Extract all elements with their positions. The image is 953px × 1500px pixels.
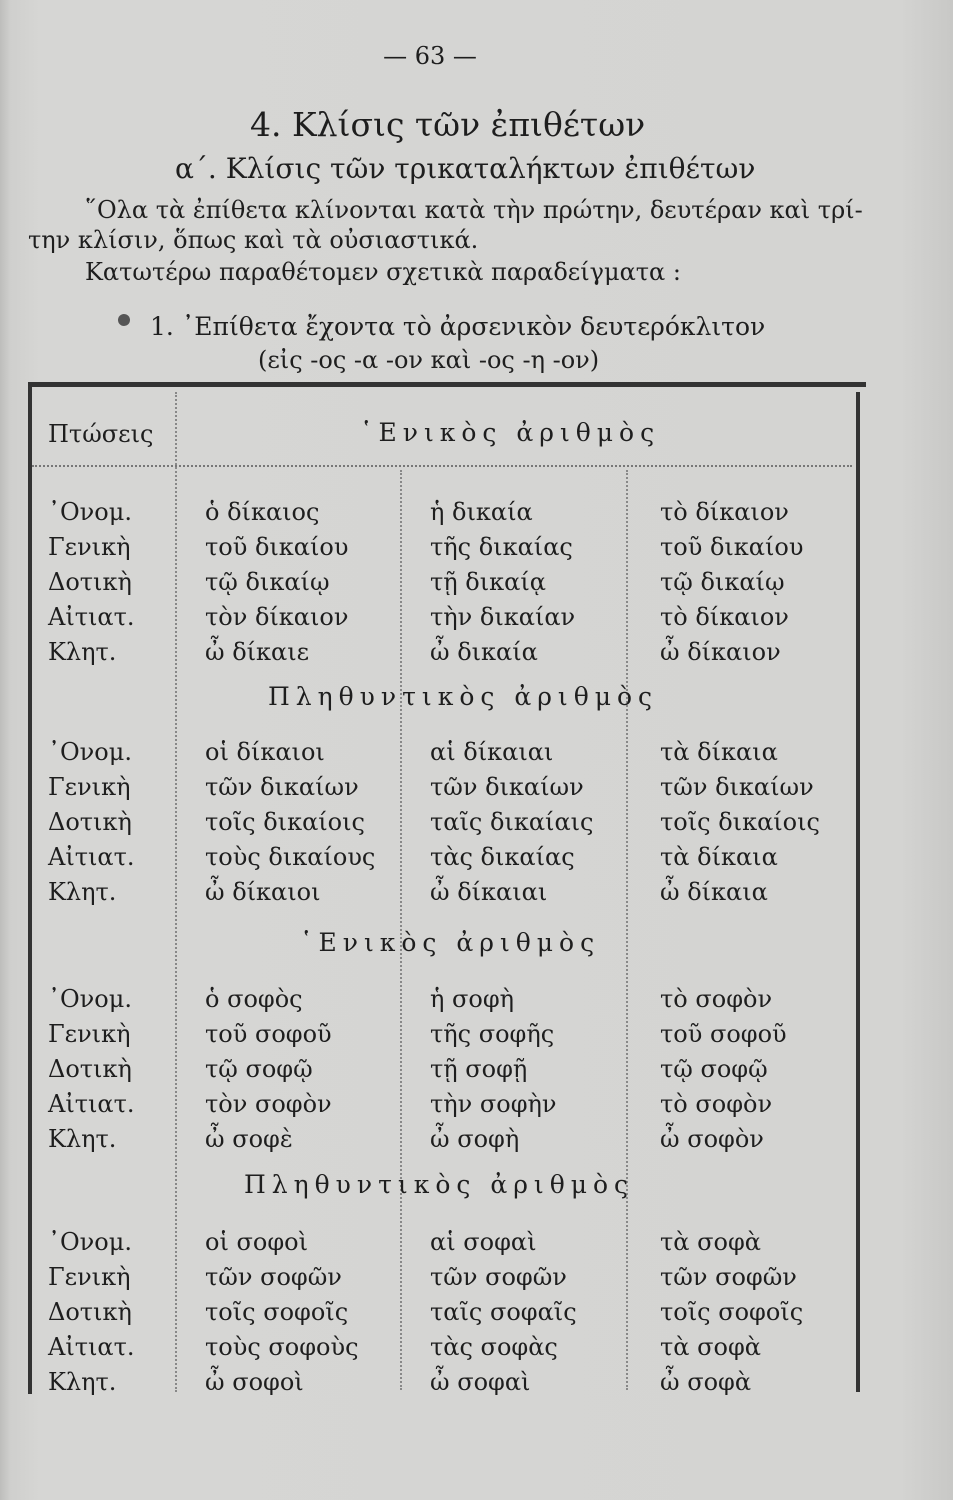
masculine-form: τῶν σοφῶν <box>205 1263 342 1291</box>
case-label: Δοτικὴ <box>48 808 132 836</box>
feminine-form: τὴν δικαίαν <box>430 603 576 631</box>
neuter-form: τὰ σοφὰ <box>660 1333 761 1361</box>
case-label: Αἰτιατ. <box>48 843 135 871</box>
feminine-form: ταῖς σοφαῖς <box>430 1298 577 1326</box>
feminine-form: ταῖς δικαίαις <box>430 808 594 836</box>
masculine-form: ὦ σοφοὶ <box>205 1368 304 1396</box>
masculine-form: ὁ δίκαιος <box>205 498 320 526</box>
masculine-form: οἱ σοφοὶ <box>205 1228 308 1256</box>
table-left-rule <box>28 382 32 1394</box>
table-right-rule <box>856 392 860 1392</box>
neuter-form: τὰ δίκαια <box>660 843 778 871</box>
feminine-form: τῇ σοφῇ <box>430 1055 528 1083</box>
masculine-form: τῷ δικαίῳ <box>205 568 330 596</box>
case-label: Αἰτιατ. <box>48 603 135 631</box>
masculine-form: τὸν δίκαιον <box>205 603 349 631</box>
case-label: Κλητ. <box>48 638 117 666</box>
number-label: Πληθυντικὸς ἀριθμὸς <box>268 682 659 711</box>
subsection-title: α΄. Κλίσις τῶν τρικαταλήκτων ἐπιθέτων <box>175 152 756 185</box>
masculine-form: οἱ δίκαιοι <box>205 738 325 766</box>
masculine-form: τοῦ σοφοῦ <box>205 1020 332 1048</box>
feminine-form: τῆς σοφῆς <box>430 1020 555 1048</box>
neuter-form: τὸ σοφὸν <box>660 1090 773 1118</box>
case-label: ᾿Ονομ. <box>48 498 132 526</box>
intro-line-1: ῞Ολα τὰ ἐπίθετα κλίνονται κατὰ τὴν πρώτην, δευτέραν καὶ τρί- <box>85 196 863 224</box>
intro-line-3: Κατωτέρω παραθέτομεν σχετικὰ παραδείγματα : <box>85 258 681 286</box>
intro-line-2: την κλίσιν, ὅπως καὶ τὰ οὐσιαστικά. <box>28 226 479 254</box>
masculine-form: τοῦ δικαίου <box>205 533 349 561</box>
neuter-form: ὦ σοφὰ <box>660 1368 752 1396</box>
column-separator <box>175 392 177 1392</box>
feminine-form: τῶν δικαίων <box>430 773 584 801</box>
case-label: Γενικὴ <box>48 533 131 561</box>
neuter-form: τοῖς σοφοῖς <box>660 1298 804 1326</box>
masculine-form: τοὺς σοφοὺς <box>205 1333 359 1361</box>
number-label: ῾Ενικὸς ἀριθμὸς <box>300 928 601 957</box>
example-heading: 1. ᾿Επίθετα ἔχοντα τὸ ἀρσενικὸν δευτερόκλιτον <box>150 312 766 341</box>
masculine-form: ὦ δίκαιε <box>205 638 310 666</box>
number-label: Πληθυντικὸς ἀριθμὸς <box>244 1170 635 1199</box>
case-label: Κλητ. <box>48 1368 117 1396</box>
neuter-form: τὸ δίκαιον <box>660 498 789 526</box>
case-label: Δοτικὴ <box>48 1055 132 1083</box>
case-label: ᾿Ονομ. <box>48 985 132 1013</box>
feminine-form: τὰς σοφὰς <box>430 1333 558 1361</box>
case-label: Γενικὴ <box>48 1020 131 1048</box>
case-label: Δοτικὴ <box>48 568 132 596</box>
masculine-form: τοῖς σοφοῖς <box>205 1298 349 1326</box>
section-title: 4. Κλίσις τῶν ἐπιθέτων <box>250 105 646 144</box>
neuter-form: τὸ δίκαιον <box>660 603 789 631</box>
masculine-form: τῶν δικαίων <box>205 773 359 801</box>
feminine-form: αἱ σοφαὶ <box>430 1228 537 1256</box>
case-label: Δοτικὴ <box>48 1298 132 1326</box>
neuter-form: τὰ σοφὰ <box>660 1228 761 1256</box>
table-top-rule <box>30 382 866 387</box>
page-number: — 63 — <box>383 42 477 70</box>
masculine-form: τοῖς δικαίοις <box>205 808 365 836</box>
bullet-mark <box>118 314 130 326</box>
feminine-form: ὦ σοφὴ <box>430 1125 520 1153</box>
column-header-cases: Πτώσεις <box>48 420 154 448</box>
case-label: ᾿Ονομ. <box>48 1228 132 1256</box>
neuter-form: ὦ σοφὸν <box>660 1125 764 1153</box>
neuter-form: ὦ δίκαιον <box>660 638 781 666</box>
feminine-form: τὴν σοφὴν <box>430 1090 557 1118</box>
case-label: Γενικὴ <box>48 1263 131 1291</box>
feminine-form: τῶν σοφῶν <box>430 1263 567 1291</box>
feminine-form: τὰς δικαίας <box>430 843 575 871</box>
masculine-form: ὁ σοφὸς <box>205 985 303 1013</box>
neuter-form: τοῦ σοφοῦ <box>660 1020 787 1048</box>
feminine-form: ἡ σοφὴ <box>430 985 515 1013</box>
header-separator <box>32 465 852 467</box>
case-label: Κλητ. <box>48 878 117 906</box>
neuter-form: ὦ δίκαια <box>660 878 768 906</box>
case-label: Αἰτιατ. <box>48 1333 135 1361</box>
case-label: Γενικὴ <box>48 773 131 801</box>
masculine-form: τοὺς δικαίους <box>205 843 376 871</box>
neuter-form: τῶν σοφῶν <box>660 1263 797 1291</box>
feminine-form: ὦ δίκαιαι <box>430 878 548 906</box>
feminine-form: ἡ δικαία <box>430 498 533 526</box>
feminine-form: ὦ δικαία <box>430 638 538 666</box>
column-header-number: ῾Ενικὸς ἀριθμὸς <box>360 418 661 447</box>
case-label: ᾿Ονομ. <box>48 738 132 766</box>
neuter-form: τοῦ δικαίου <box>660 533 804 561</box>
neuter-form: τῷ σοφῷ <box>660 1055 768 1083</box>
feminine-form: ὦ σοφαὶ <box>430 1368 531 1396</box>
example-endings: (εἰς -ος -α -ον καὶ -ος -η -ον) <box>258 346 600 374</box>
neuter-form: τὰ δίκαια <box>660 738 778 766</box>
neuter-form: τῶν δικαίων <box>660 773 814 801</box>
case-label: Αἰτιατ. <box>48 1090 135 1118</box>
masculine-form: τὸν σοφὸν <box>205 1090 332 1118</box>
feminine-form: τῆς δικαίας <box>430 533 573 561</box>
neuter-form: τοῖς δικαίοις <box>660 808 820 836</box>
neuter-form: τὸ σοφὸν <box>660 985 773 1013</box>
masculine-form: τῷ σοφῷ <box>205 1055 313 1083</box>
case-label: Κλητ. <box>48 1125 117 1153</box>
column-separator <box>626 470 628 1390</box>
masculine-form: ὦ δίκαιοι <box>205 878 321 906</box>
masculine-form: ὦ σοφὲ <box>205 1125 293 1153</box>
feminine-form: αἱ δίκαιαι <box>430 738 554 766</box>
neuter-form: τῷ δικαίῳ <box>660 568 785 596</box>
feminine-form: τῇ δικαίᾳ <box>430 568 546 596</box>
